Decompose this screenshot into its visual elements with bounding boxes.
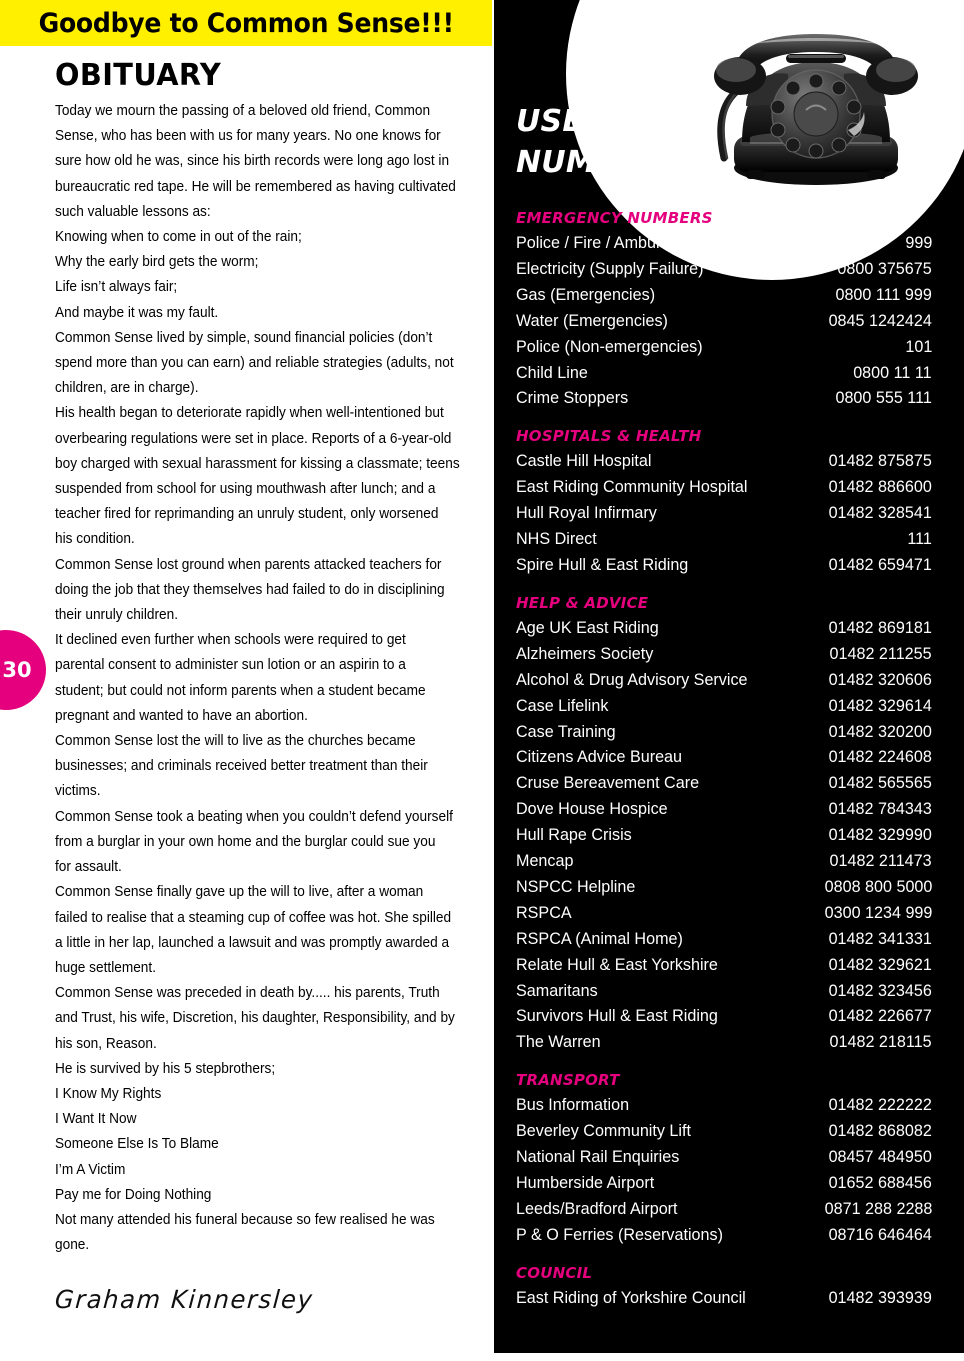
contact-number: 01652 688456	[828, 1174, 932, 1192]
obituary-line: Common Sense took a beating when you couldn’t defend yourself	[55, 807, 453, 825]
contact-name: NHS Direct	[516, 530, 597, 549]
obituary-line: parental consent to administer sun lotion or an aspirin to a	[55, 656, 406, 674]
panel-title	[516, 101, 685, 183]
contact-name: RSPCA	[516, 903, 572, 922]
obituary-line: teacher fired for reprimanding an unruly student, only worsened	[55, 505, 439, 523]
obituary-line: I Know My Rights	[55, 1084, 162, 1102]
contact-name: Citizens Advice Bureau	[516, 748, 683, 767]
contact-row	[516, 1119, 932, 1145]
obituary-line: Why the early bird gets the worm;	[55, 253, 259, 271]
contact-row	[516, 927, 932, 953]
contact-row	[516, 1286, 932, 1312]
obituary-line: Common Sense lost ground when parents attacked teachers for	[55, 555, 442, 573]
numbers-section	[516, 1071, 932, 1248]
contact-number: 01482 875875	[828, 452, 932, 471]
contact-row	[516, 642, 932, 668]
contact-row	[516, 720, 932, 746]
contact-name: Water (Emergencies)	[516, 311, 668, 330]
contact-row	[516, 231, 932, 257]
article-banner	[0, 0, 492, 46]
useful-numbers-panel	[494, 0, 964, 1353]
contact-row	[516, 616, 932, 642]
obituary-body	[55, 98, 485, 1257]
obituary-line: businesses; and criminals received better treatment than their	[55, 757, 428, 775]
contact-name: Humberside Airport	[516, 1174, 655, 1192]
contact-row	[516, 823, 932, 849]
obituary-line: student; but could not inform parents when a student became	[55, 681, 426, 699]
contact-number: 01482 869181	[828, 618, 932, 637]
contact-number: 0300 1234 999	[824, 903, 932, 922]
contact-number: 111	[907, 530, 932, 549]
obituary-line: victims.	[55, 782, 101, 800]
panel-title-line1: USEFUL	[516, 104, 648, 139]
contact-name: National Rail Enquiries	[516, 1148, 680, 1167]
contact-number: 08716 646464	[828, 1225, 932, 1244]
contact-name: Electricity (Supply Failure)	[516, 259, 704, 278]
contact-number: 01482 329621	[828, 955, 932, 974]
obituary-line: Not many attended his funeral because so few realised he was	[55, 1210, 435, 1228]
obituary-line: Common Sense lived by simple, sound financial policies (don’t	[55, 328, 433, 346]
contact-number: 0800 11 11	[853, 363, 932, 382]
contact-row	[516, 1197, 932, 1223]
contact-number: 01482 320606	[828, 670, 932, 689]
contact-row	[516, 1223, 932, 1249]
obituary-line: And maybe it was my fault.	[55, 303, 219, 321]
contact-number: 01482 211255	[829, 644, 932, 663]
contact-name: Age UK East Riding	[516, 618, 659, 637]
contact-row	[516, 309, 932, 335]
obituary-line: huge settlement.	[55, 958, 157, 976]
obituary-line: Pay me for Doing Nothing	[55, 1185, 212, 1203]
contact-name: NSPCC Helpline	[516, 877, 636, 896]
obituary-line: I’m A Victim	[55, 1160, 126, 1178]
author-signature: Graham Kinnersley	[53, 1285, 315, 1315]
obituary-line: His health began to deteriorate rapidly when well-intentioned but	[55, 404, 444, 422]
contact-name: Beverley Community Lift	[516, 1122, 691, 1141]
obituary-line: It declined even further when schools were required to get	[55, 631, 406, 649]
contact-number: 0845 1242424	[828, 311, 932, 330]
contact-name: Gas (Emergencies)	[516, 285, 656, 304]
contact-name: Case Lifelink	[516, 696, 609, 715]
contact-row	[516, 475, 932, 501]
numbers-section	[516, 209, 932, 412]
obituary-line: I Want It Now	[55, 1110, 137, 1128]
obituary-line: and Trust, his wife, Discretion, his daughter, Responsibility, and by	[55, 1009, 455, 1027]
contact-number: 08457 484950	[828, 1148, 932, 1167]
obituary-line: boy charged with sexual harassment for kissing a classmate; teens	[55, 454, 460, 472]
contact-row	[516, 257, 932, 283]
contact-name: Police / Fire / Ambulance	[516, 234, 695, 252]
obituary-line: Life isn’t always fair;	[55, 278, 178, 296]
contact-row	[516, 875, 932, 901]
panel-title-line2: NUMBERS	[516, 145, 685, 180]
contact-name: The Warren	[516, 1033, 601, 1052]
obituary-line: Common Sense was preceded in death by..... his parents, Truth	[55, 984, 440, 1002]
contact-row	[516, 1145, 932, 1171]
obituary-line: overbearing regulations were set in place. Reports of a 6-year-old	[55, 429, 452, 447]
obituary-line: gone.	[55, 1236, 90, 1254]
obituary-line: such valuable lessons as:	[55, 202, 211, 220]
contact-name: Crime Stoppers	[516, 389, 629, 408]
page-number-label: 30	[2, 658, 32, 682]
contact-row	[516, 283, 932, 309]
article-banner-title: Goodbye to Common Sense!!!	[38, 7, 454, 39]
contact-row	[516, 1093, 932, 1119]
contact-number: 01482 329614	[828, 696, 932, 715]
contact-number: 01482 222222	[828, 1096, 932, 1115]
obituary-line: their unruly children.	[55, 606, 179, 624]
contact-number: 01482 323456	[828, 981, 932, 1000]
contact-row	[516, 449, 932, 475]
contact-number: 0800 375675	[837, 259, 932, 278]
contact-name: Samaritans	[516, 981, 598, 1000]
contact-row	[516, 1030, 932, 1056]
contact-name: East Riding of Yorkshire Council	[516, 1288, 746, 1307]
contact-name: East Riding Community Hospital	[516, 478, 748, 497]
contact-number: 0808 800 5000	[824, 877, 932, 896]
contact-name: Castle Hill Hospital	[516, 452, 652, 471]
contact-row	[516, 694, 932, 720]
numbers-section	[516, 427, 932, 579]
contact-name: Alcohol & Drug Advisory Service	[516, 670, 748, 689]
contact-number: 01482 211473	[829, 852, 932, 871]
obituary-line: Common Sense finally gave up the will to live, after a woman	[55, 883, 424, 901]
contact-row	[516, 361, 932, 387]
obituary-column	[0, 46, 492, 1361]
obituary-line: failed to realise that a steaming cup of coffee was hot. She spilled	[55, 908, 452, 926]
contact-row	[516, 335, 932, 361]
obituary-line: Someone Else Is To Blame	[55, 1135, 219, 1153]
section-heading: COUNCIL	[516, 1263, 593, 1282]
contact-number: 0800 555 111	[835, 389, 932, 408]
contact-row	[516, 979, 932, 1005]
contact-number: 01482 868082	[828, 1122, 932, 1141]
contact-number: 999	[905, 234, 932, 252]
contact-name: Hull Royal Infirmary	[516, 504, 657, 523]
contact-number: 01482 329990	[828, 826, 932, 845]
contact-number: 01482 784343	[828, 800, 932, 819]
contact-number: 01482 565565	[828, 774, 932, 793]
obituary-line: suspended from school for using mouthwash after lunch; and a	[55, 480, 436, 498]
obituary-line: for assault.	[55, 858, 122, 876]
contact-name: Spire Hull & East Riding	[516, 555, 689, 574]
contact-number: 01482 320200	[828, 722, 932, 741]
section-heading: HELP & ADVICE	[516, 593, 649, 612]
obituary-line: children, are in charge).	[55, 379, 199, 397]
contact-row	[516, 501, 932, 527]
contact-number: 01482 328541	[828, 504, 932, 523]
contact-name: Bus Information	[516, 1096, 630, 1115]
contact-number: 01482 341331	[828, 929, 932, 948]
contact-row	[516, 553, 932, 579]
obituary-line: from a burglar in your own home and the burglar could sue you	[55, 832, 436, 850]
contact-name: Hull Rape Crisis	[516, 826, 632, 845]
contact-name: Leeds/Bradford Airport	[516, 1199, 678, 1218]
contact-row	[516, 745, 932, 771]
obituary-line: spend more than you can earn) and reliable strategies (adults, not	[55, 354, 454, 372]
contact-number: 01482 393939	[828, 1288, 932, 1307]
contact-row	[516, 849, 932, 875]
section-heading: TRANSPORT	[516, 1071, 620, 1090]
contact-number: 01482 218115	[829, 1033, 932, 1052]
obituary-line: his son, Reason.	[55, 1034, 157, 1052]
obituary-line: a little in her lap, launched a lawsuit and was promptly awarded a	[55, 933, 450, 951]
numbers-section	[516, 1264, 932, 1312]
contact-row	[516, 1171, 932, 1197]
contact-name: Alzheimers Society	[516, 644, 654, 663]
contact-number: 01482 659471	[828, 555, 932, 574]
contact-number: 101	[905, 337, 932, 356]
contact-row	[516, 527, 932, 553]
contact-number: 01482 886600	[828, 478, 932, 497]
contact-name: RSPCA (Animal Home)	[516, 929, 683, 948]
contact-row	[516, 901, 932, 927]
contact-name: Police (Non-emergencies)	[516, 337, 703, 356]
contact-number: 01482 226677	[828, 1007, 932, 1026]
contact-name: Mencap	[516, 852, 574, 871]
section-heading: HOSPITALS & HEALTH	[516, 427, 702, 446]
useful-numbers-listing	[494, 209, 964, 1312]
contact-name: Dove House Hospice	[516, 800, 668, 819]
obituary-line: Sense, who has been with us for many years. No one knows for	[55, 127, 441, 145]
obituary-line: sure how old he was, since his birth records were long ago lost in	[55, 152, 450, 170]
obituary-line: Today we mourn the passing of a beloved old friend, Common	[55, 102, 431, 119]
contact-name: P & O Ferries (Reservations)	[516, 1225, 723, 1244]
obituary-line: He is survived by his 5 stepbrothers;	[55, 1059, 276, 1077]
obituary-line: Knowing when to come in out of the rain;	[55, 228, 302, 246]
contact-name: Relate Hull & East Yorkshire	[516, 955, 718, 974]
contact-name: Child Line	[516, 363, 588, 382]
contact-name: Cruse Bereavement Care	[516, 774, 700, 793]
contact-row	[516, 953, 932, 979]
obituary-line: bureaucratic red tape. He will be remembered as having cultivated	[55, 177, 456, 195]
obituary-heading: OBITUARY	[55, 58, 222, 93]
contact-number: 0800 111 999	[835, 285, 932, 304]
obituary-line: Common Sense lost the will to live as the churches became	[55, 732, 416, 750]
contact-row	[516, 1004, 932, 1030]
rotary-telephone-icon	[702, 18, 930, 198]
contact-number: 0871 288 2288	[824, 1199, 932, 1218]
contact-number: 01482 224608	[828, 748, 932, 767]
numbers-section	[516, 594, 932, 1056]
contact-name: Case Training	[516, 722, 616, 741]
contact-name: Survivors Hull & East Riding	[516, 1007, 718, 1026]
contact-row	[516, 668, 932, 694]
contact-row	[516, 797, 932, 823]
contact-row	[516, 386, 932, 412]
obituary-line: his condition.	[55, 530, 135, 548]
obituary-line: pregnant and wanted to have an abortion.	[55, 706, 308, 724]
obituary-line: doing the job that they themselves had failed to do in disciplining	[55, 580, 445, 598]
contact-row	[516, 771, 932, 797]
section-heading: EMERGENCY NUMBERS	[516, 209, 713, 227]
